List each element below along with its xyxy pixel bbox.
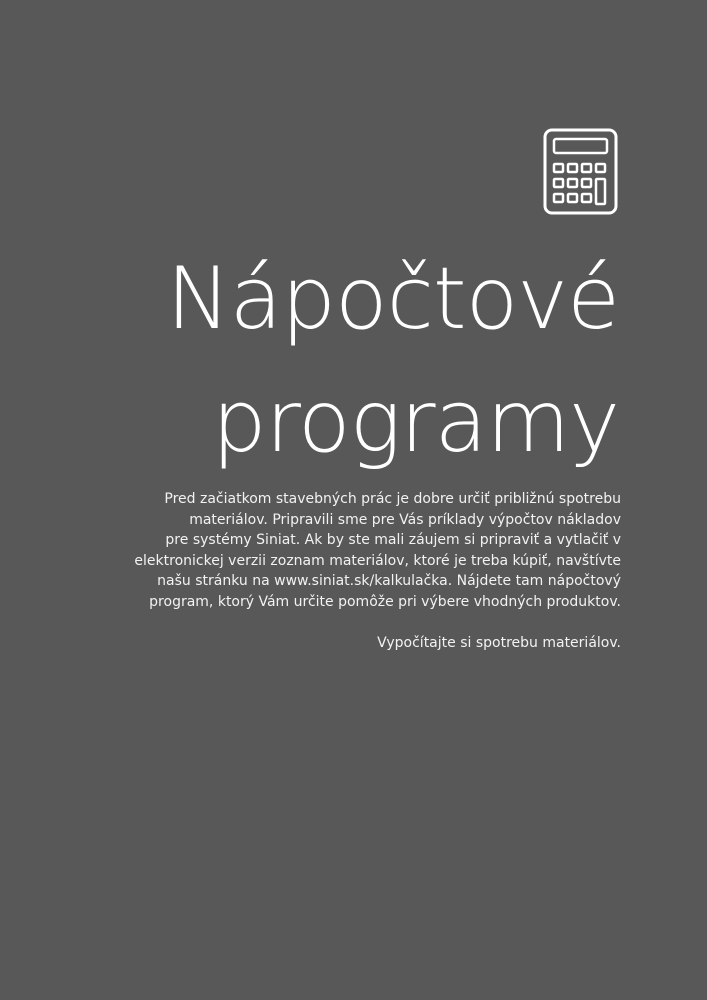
closing-line: Vypočítajte si spotrebu materiálov. [377,635,621,651]
title-line-1: Nápočtové [166,249,619,349]
intro-line: Pred začiatkom stavebných prác je dobre určiť približnú spotrebu [164,491,621,507]
intro-line: elektronickej verzii zoznam materiálov, ktoré je treba kúpiť, navštívte [134,552,621,569]
intro-line: pre systémy Siniat. Ak by ste mali záujem si pripraviť a vytlačiť v [165,532,621,548]
intro-line: program, ktorý Vám určite pomôže pri výbere vhodných produktov. [149,593,621,610]
calculator-icon [543,128,618,215]
intro-line: našu stránku na www.siniat.sk/kalkulačka. Nájdete tam nápočtový [157,573,621,589]
intro-line: materiálov. Pripravili sme pre Vás príklady výpočtov nákladov [189,511,621,528]
intro-paragraph [121,489,621,654]
page-title [59,238,619,484]
title-line-2: programy [211,372,619,472]
